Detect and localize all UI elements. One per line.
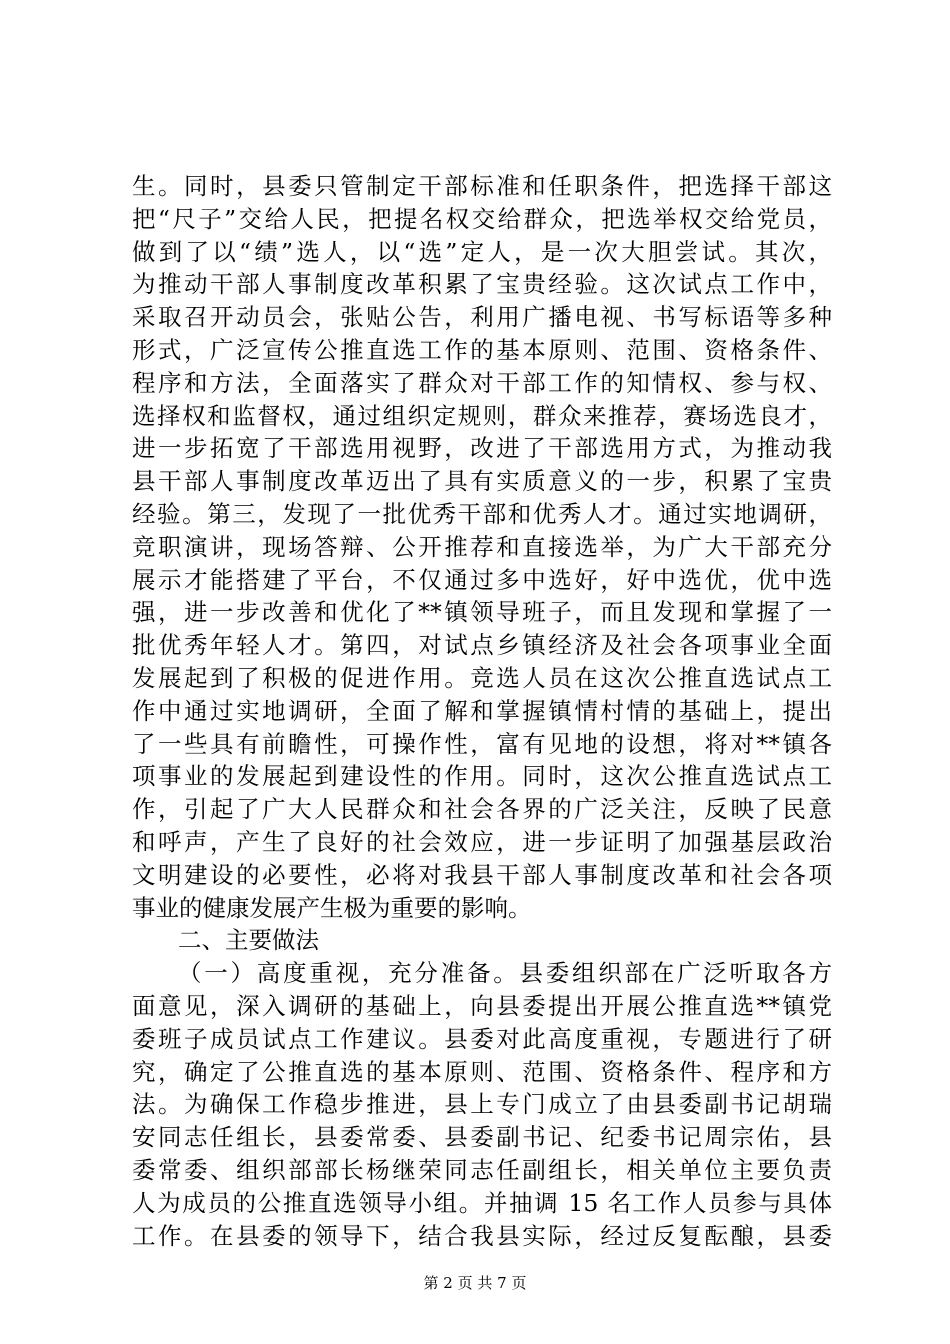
text-line: 把“尺子”交给人民，把提名权交给群众，把选举权交给党员， — [132, 204, 832, 233]
section-heading: 二、主要做法 — [178, 926, 319, 955]
text-line: 人为成员的公推直选领导小组。并抽调 15 名工作人员参与具体 — [132, 1188, 832, 1217]
text-line: 进一步拓宽了干部选用视野，改进了干部选用方式，为推动我 — [132, 434, 832, 463]
text-line: 作中通过实地调研，全面了解和掌握镇情村情的基础上，提出 — [132, 696, 832, 725]
text-line: 安同志任组长，县委常委、县委副书记、纪委书记周宗佑，县 — [132, 1123, 832, 1152]
text-line: 做到了以“绩”选人，以“选”定人，是一次大胆尝试。其次， — [132, 237, 832, 266]
text-line: 和呼声，产生了良好的社会效应，进一步证明了加强基层政治 — [132, 827, 832, 856]
text-line: 竞职演讲，现场答辩、公开推荐和直接选举，为广大干部充分 — [132, 532, 832, 561]
text-line: 为推动干部人事制度改革积累了宝贵经验。这次试点工作中， — [132, 270, 832, 299]
text-line: 作，引起了广大人民群众和社会各界的广泛关注，反映了民意 — [132, 795, 832, 824]
text-line: 经验。第三，发现了一批优秀干部和优秀人才。通过实地调研， — [132, 499, 832, 528]
text-line: 委班子成员试点工作建议。县委对此高度重视，专题进行了研 — [132, 1024, 832, 1053]
text-line: 究，确定了公推直选的基本原则、范围、资格条件、程序和方 — [132, 1057, 832, 1086]
text-line: 县干部人事制度改革迈出了具有实质意义的一步，积累了宝贵 — [132, 467, 832, 496]
text-line: 展示才能搭建了平台，不仅通过多中选好，好中选优，优中选 — [132, 565, 832, 594]
text-line: 形式，广泛宣传公推直选工作的基本原则、范围、资格条件、 — [132, 335, 832, 364]
text-line: 发展起到了积极的促进作用。竞选人员在这次公推直选试点工 — [132, 663, 832, 692]
text-line: 文明建设的必要性，必将对我县干部人事制度改革和社会各项 — [132, 860, 832, 889]
text-line: （一）高度重视，充分准备。县委组织部在广泛听取各方 — [178, 959, 832, 988]
text-line: 法。为确保工作稳步推进，县上专门成立了由县委副书记胡瑞 — [132, 1090, 832, 1119]
text-line: 强，进一步改善和优化了**镇领导班子，而且发现和掌握了一 — [132, 598, 832, 627]
text-line: 批优秀年轻人才。第四，对试点乡镇经济及社会各项事业全面 — [132, 631, 832, 660]
page-number-footer: 第 2 页 共 7 页 — [423, 1274, 527, 1292]
text-line: 了一些具有前瞻性，可操作性，富有见地的设想，将对**镇各 — [132, 729, 832, 758]
text-line: 项事业的发展起到建设性的作用。同时，这次公推直选试点工 — [132, 762, 832, 791]
text-line: 程序和方法，全面落实了群众对干部工作的知情权、参与权、 — [132, 368, 832, 397]
text-line: 委常委、组织部部长杨继荣同志任副组长，相关单位主要负责 — [132, 1155, 832, 1184]
text-line: 事业的健康发展产生极为重要的影响。 — [132, 893, 532, 922]
body-text — [132, 170, 832, 1252]
text-line: 选择权和监督权，通过组织定规则，群众来推荐，赛场选良才， — [132, 401, 832, 430]
text-line: 工作。在县委的领导下，结合我县实际，经过反复酝酿，县委 — [132, 1221, 832, 1250]
text-line: 生。同时，县委只管制定干部标准和任职条件，把选择干部这 — [132, 172, 832, 200]
text-line: 面意见，深入调研的基础上，向县委提出开展公推直选**镇党 — [132, 991, 832, 1020]
text-line: 采取召开动员会，张贴公告，利用广播电视、书写标语等多种 — [132, 303, 832, 332]
